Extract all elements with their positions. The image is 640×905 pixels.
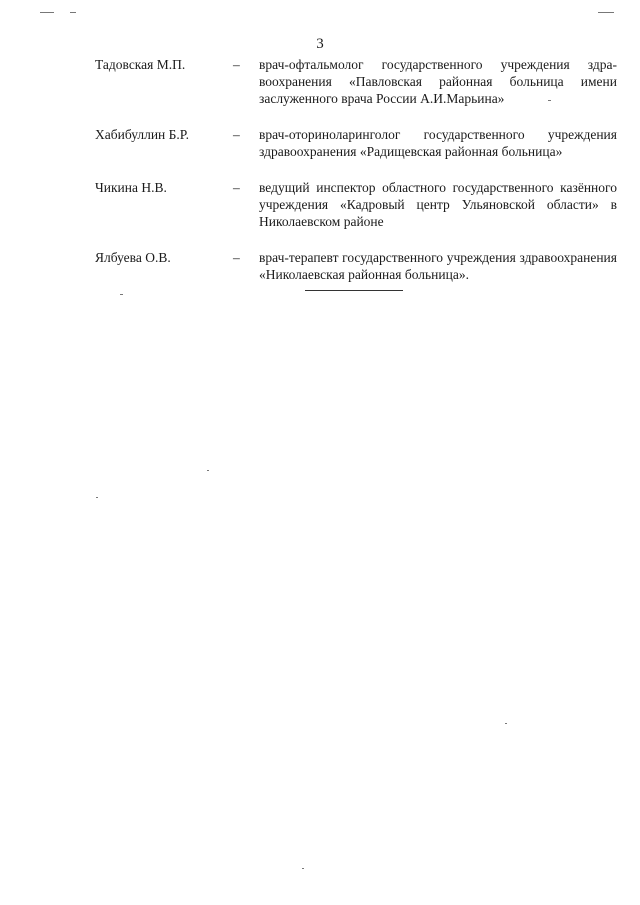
member-position: врач-оториноларинголог государственного учреждения здравоохранения «Радищевская районная больница» (259, 127, 617, 159)
commission-members-list (95, 56, 617, 302)
member-position: врач-терапевт государственного учреждения здравоохранения «Николаевская районная больница». (259, 250, 617, 282)
member-dash: – (233, 250, 240, 265)
member-dash: – (233, 57, 240, 72)
member-row (95, 126, 617, 160)
member-dash: – (233, 180, 240, 195)
page-number: 3 (316, 36, 324, 52)
scan-speck (302, 868, 304, 869)
member-name: Тадовская М.П. (95, 57, 186, 72)
end-of-list-rule (305, 290, 403, 291)
member-row (95, 179, 617, 230)
member-name: Чикина Н.В. (95, 180, 167, 195)
scan-speck (548, 100, 551, 101)
member-name: Хабибуллин Б.Р. (95, 127, 189, 142)
member-row (95, 56, 617, 107)
scan-speck (120, 294, 123, 295)
member-position: ведущий инспектор областного государственного казённого учреждения «Кадровый центр Ульяновской области» в Николаевском районе (259, 180, 617, 229)
scan-speck (505, 723, 507, 724)
scan-speck (40, 12, 54, 13)
member-name: Ялбуева О.В. (95, 250, 171, 265)
member-row (95, 249, 617, 283)
member-dash: – (233, 127, 240, 142)
scan-speck (598, 12, 614, 13)
member-position: врач-офтальмолог государственного учреждения здравоохранения «Павловская районная больница имени заслуженного врача России А.И.Марьина» (259, 57, 617, 106)
scan-speck (207, 470, 209, 471)
scan-speck (70, 12, 76, 13)
scan-speck (96, 497, 98, 498)
